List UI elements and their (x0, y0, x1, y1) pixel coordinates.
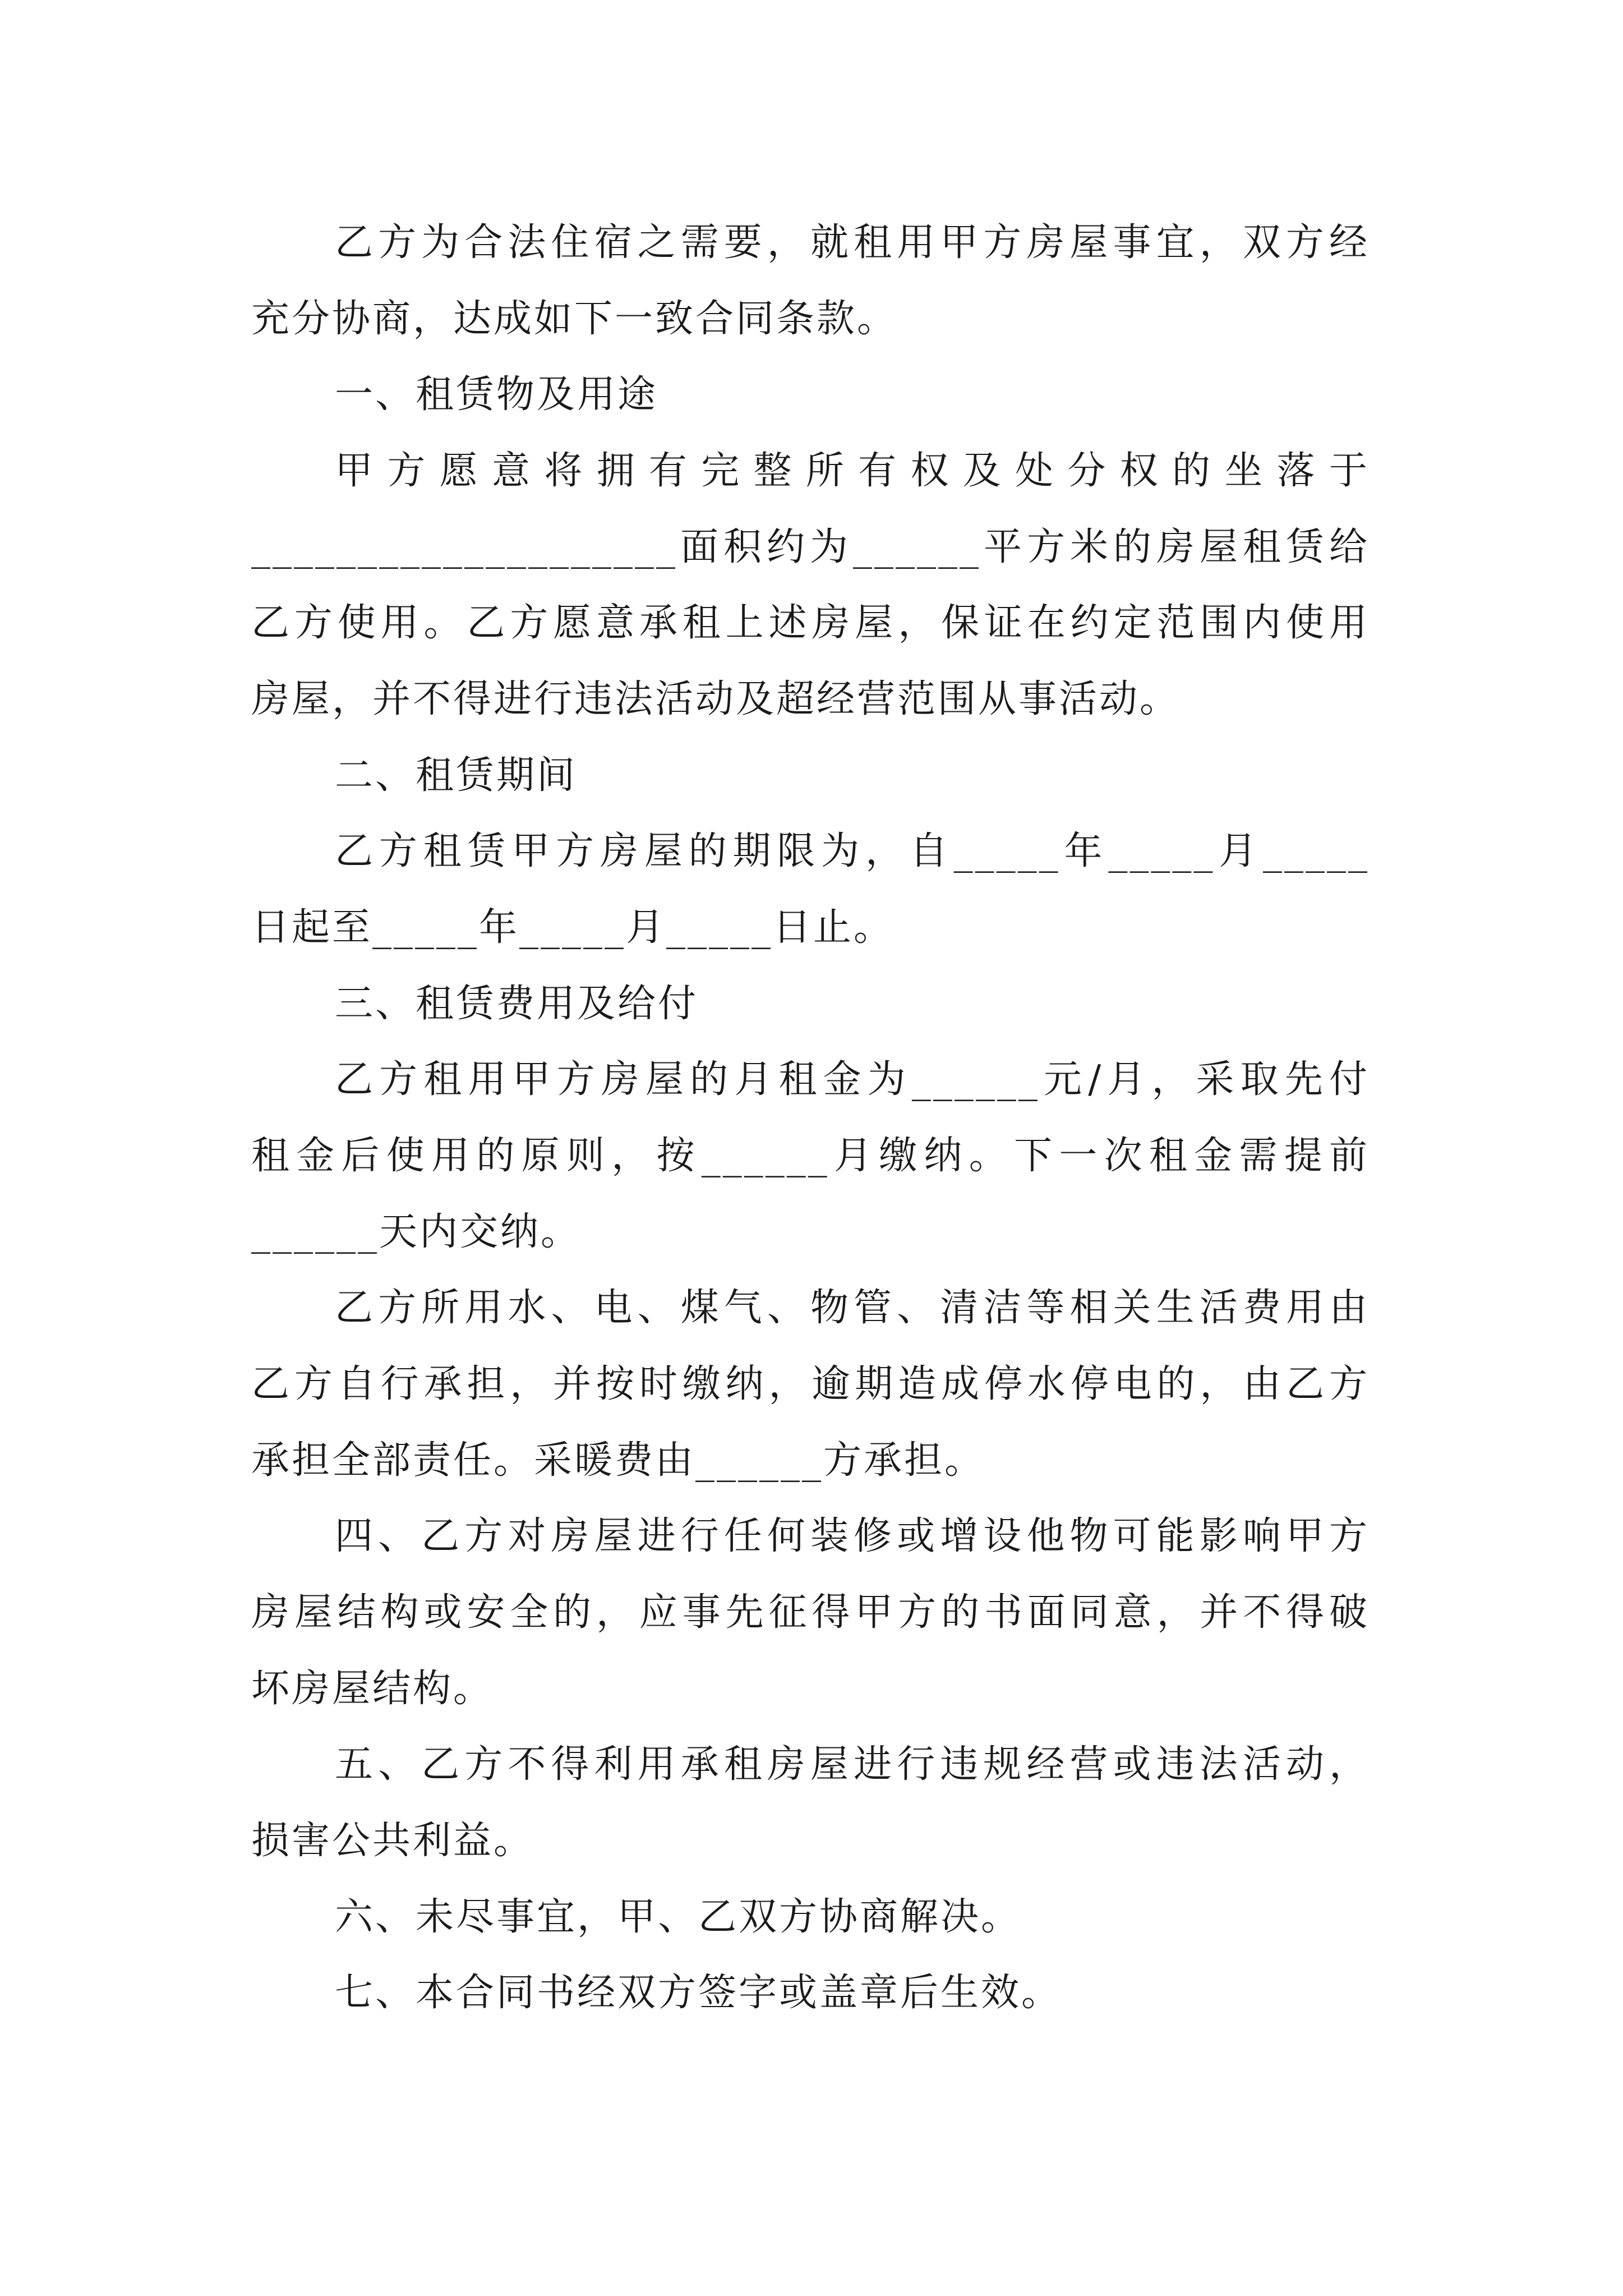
text-line: 承担全部责任。采暖费由______方承担。 (251, 1438, 985, 1483)
text-line: 乙方租用甲方房屋的月租金为______元/月，采取先付 (335, 1057, 1370, 1102)
text-line: 房屋，并不得进行违法活动及超经营范围从事活动。 (251, 677, 1181, 721)
text-line: 充分协商，达成如下一致合同条款。 (251, 297, 898, 341)
text-line: 坏房屋结构。 (251, 1667, 494, 1711)
text-line: 房屋结构或安全的，应事先征得甲方的书面同意，并不得破 (251, 1590, 1370, 1635)
text-line: 乙方租赁甲方房屋的期限为，自_____年_____月_____ (335, 829, 1370, 873)
text-line: 七、本合同书经双方签字或盖章后生效。 (335, 1971, 1062, 2015)
text-line: 损害公共利益。 (251, 1819, 534, 1863)
text-line: ______天内交纳。 (251, 1210, 582, 1254)
text-line: 租金后使用的原则，按______月缴纳。下一次租金需提前 (251, 1134, 1370, 1178)
section-heading: 二、租赁期间 (335, 753, 578, 798)
text-line: 甲方愿意将拥有完整所有权及处分权的坐落于 (335, 449, 1370, 493)
text-line: 五、乙方不得利用承租房屋进行违规经营或违法活动， (335, 1742, 1370, 1787)
text-line: 乙方使用。乙方愿意承租上述房屋，保证在约定范围内使用 (251, 601, 1370, 645)
text-line: 四、乙方对房屋进行任何装修或增设他物可能影响甲方 (335, 1514, 1370, 1558)
section-heading: 三、租赁费用及给付 (335, 982, 699, 1026)
text-line: 乙方所用水、电、煤气、物管、清洁等相关生活费用由 (335, 1286, 1370, 1330)
section-heading: 一、租赁物及用途 (335, 372, 658, 417)
text-line: 乙方为合法住宿之需要，就租用甲方房屋事宜，双方经 (335, 220, 1370, 265)
text-line: ____________________面积约为______平方米的房屋租赁给 (251, 525, 1370, 569)
text-line: 六、未尽事宜，甲、乙双方协商解决。 (335, 1895, 1022, 1939)
text-line: 乙方自行承担，并按时缴纳，逾期造成停水停电的，由乙方 (251, 1362, 1370, 1406)
text-line: 日起至_____年_____月_____日止。 (251, 905, 895, 950)
